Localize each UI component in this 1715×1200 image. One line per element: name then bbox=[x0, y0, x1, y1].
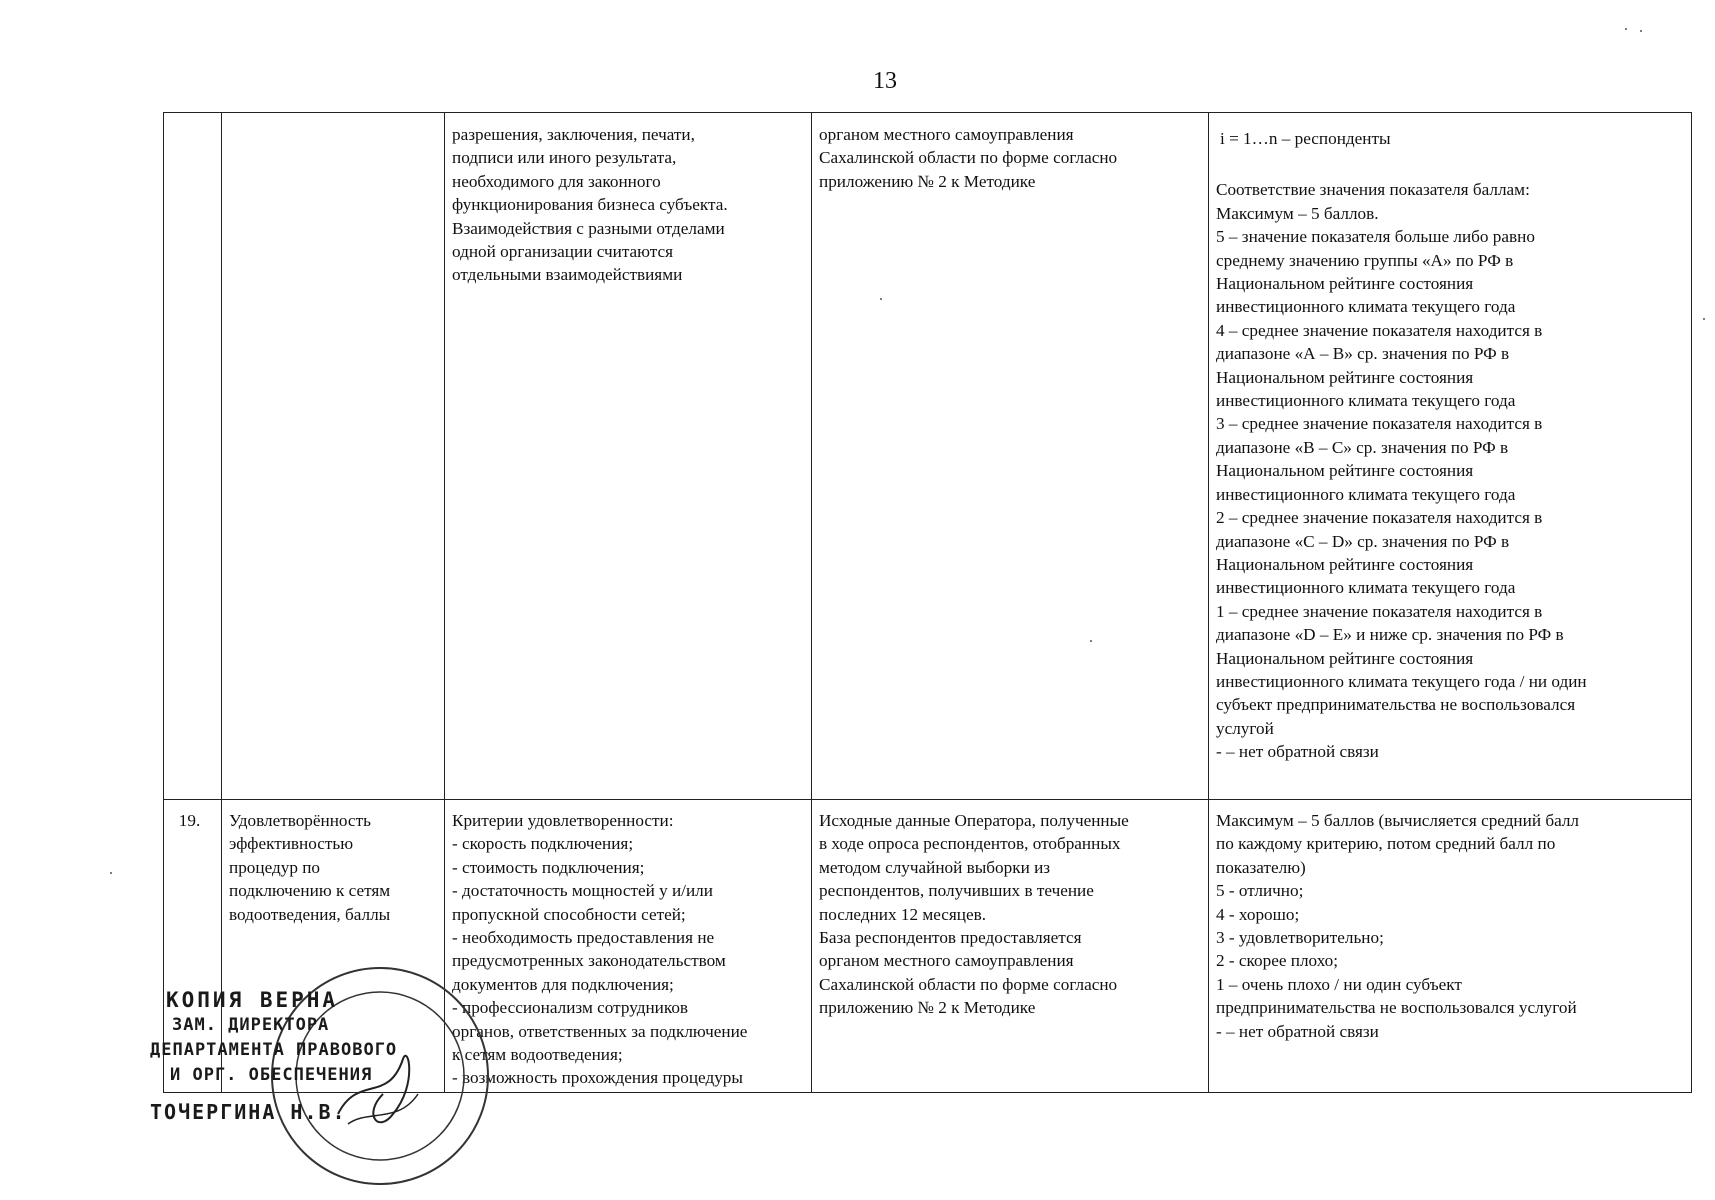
scan-speck bbox=[110, 872, 112, 874]
scoring-line: Национальном рейтинге состояния bbox=[1216, 648, 1474, 668]
source-line: Сахалинской области по форме согласно bbox=[819, 148, 1118, 168]
scan-speck bbox=[880, 298, 882, 300]
scoring-line: диапазоне «В – С» ср. значения по РФ в bbox=[1216, 437, 1509, 457]
source-line: последних 12 месяцев. bbox=[819, 904, 987, 924]
source-line: Исходные данные Оператора, полученные bbox=[819, 811, 1129, 830]
description-line: Взаимодействия с разными отделами bbox=[452, 218, 725, 238]
description-line: к сетям водоотведения; bbox=[452, 1045, 623, 1065]
description-line: пропускной способности сетей; bbox=[452, 904, 686, 924]
scoring-line: инвестиционного климата текущего года bbox=[1216, 391, 1516, 411]
source-cell bbox=[812, 800, 1209, 1093]
criteria-table bbox=[163, 112, 1692, 1093]
scoring-line: Максимум – 5 баллов (вычисляется средний балл bbox=[1216, 811, 1580, 830]
scoring-cell bbox=[1209, 113, 1692, 800]
scoring-line: диапазоне «D – E» и ниже ср. значения по РФ в bbox=[1216, 625, 1564, 645]
description-line: одной организации считаются bbox=[452, 242, 674, 262]
description-line: - профессионализм сотрудников bbox=[452, 998, 689, 1018]
indicator-line: подключению к сетям bbox=[229, 881, 391, 901]
description-line: - достаточность мощностей у и/или bbox=[452, 881, 713, 901]
scoring-line: - – нет обратной связи bbox=[1216, 742, 1379, 762]
description-line: подписи или иного результата, bbox=[452, 148, 677, 168]
scoring-line: показателю) bbox=[1216, 857, 1306, 877]
description-line: - скорость подключения; bbox=[452, 834, 634, 854]
scoring-line: инвестиционного климата текущего года bbox=[1216, 484, 1516, 504]
indicator-line: эффективностью bbox=[229, 834, 354, 854]
source-line: органом местного самоуправления bbox=[819, 951, 1074, 971]
source-line: Сахалинской области по форме согласно bbox=[819, 974, 1118, 994]
stamp-position: ЗАМ. ДИРЕКТОРА bbox=[172, 1015, 330, 1035]
source-cell bbox=[812, 113, 1209, 800]
indicator-line: процедур по bbox=[229, 857, 321, 877]
scoring-gap bbox=[1216, 150, 1685, 178]
scoring-head: i = 1…n – респонденты bbox=[1220, 129, 1391, 148]
scoring-line: 1 – очень плохо / ни один субъект bbox=[1216, 974, 1462, 994]
scoring-line: - – нет обратной связи bbox=[1216, 1021, 1379, 1041]
source-line: База респондентов предоставляется bbox=[819, 928, 1082, 948]
scoring-line: 4 – среднее значение показателя находится в bbox=[1216, 320, 1543, 340]
scoring-line: среднему значению группы «А» по РФ в bbox=[1216, 250, 1514, 270]
description-line: документов для подключения; bbox=[452, 974, 674, 994]
description-cell bbox=[445, 113, 812, 800]
stamp-signatory: ТОЧЕРГИНА Н.В. bbox=[150, 1100, 347, 1124]
scoring-line: Национальном рейтинге состояния bbox=[1216, 461, 1474, 481]
scoring-line: инвестиционного климата текущего года / ни один bbox=[1216, 671, 1587, 691]
source-line: респондентов, получивших в течение bbox=[819, 881, 1094, 901]
source-line: приложению № 2 к Методике bbox=[819, 171, 1036, 191]
scan-speck bbox=[1640, 30, 1642, 32]
scoring-line: 3 – среднее значение показателя находится в bbox=[1216, 414, 1543, 434]
source-line: органом местного самоуправления bbox=[819, 125, 1074, 144]
description-line: разрешения, заключения, печати, bbox=[452, 125, 695, 144]
scan-speck bbox=[1090, 640, 1092, 642]
scan-speck bbox=[1625, 28, 1627, 30]
scoring-line: Соответствие значения показателя баллам: bbox=[1216, 180, 1530, 200]
description-line: - необходимость предоставления не bbox=[452, 928, 715, 948]
description-line: отдельными взаимодействиями bbox=[452, 265, 683, 285]
description-line: необходимого для законного bbox=[452, 171, 661, 191]
scoring-line: 5 – значение показателя больше либо равно bbox=[1216, 227, 1535, 247]
stamp-department: ДЕПАРТАМЕНТА ПРАВОВОГО bbox=[150, 1040, 398, 1060]
row-number-cell bbox=[164, 113, 222, 800]
scoring-line: Национальном рейтинге состояния bbox=[1216, 554, 1474, 574]
scoring-line: предпринимательства не воспользовался услугой bbox=[1216, 998, 1577, 1018]
page-number: 13 bbox=[873, 68, 897, 94]
description-line: органов, ответственных за подключение bbox=[452, 1021, 748, 1041]
scoring-line: по каждому критерию, потом средний балл по bbox=[1216, 834, 1556, 854]
scoring-line: инвестиционного климата текущего года bbox=[1216, 297, 1516, 317]
scoring-line: 1 – среднее значение показателя находится в bbox=[1216, 601, 1543, 621]
description-line: - возможность прохождения процедуры bbox=[452, 1068, 743, 1088]
stamp-certified-copy: КОПИЯ ВЕРНА bbox=[166, 988, 339, 1012]
scoring-line: 3 - удовлетворительно; bbox=[1216, 928, 1384, 948]
scoring-line: 5 - отлично; bbox=[1216, 881, 1304, 901]
scoring-line: субъект предпринимательства не воспользовался bbox=[1216, 695, 1576, 715]
description-line: предусмотренных законодательством bbox=[452, 951, 726, 971]
source-line: в ходе опроса респондентов, отобранных bbox=[819, 834, 1121, 854]
description-line: Критерии удовлетворенности: bbox=[452, 811, 674, 830]
scoring-line: услугой bbox=[1216, 718, 1274, 738]
scoring-line: диапазоне «А – В» ср. значения по РФ в bbox=[1216, 344, 1510, 364]
scoring-line: Национальном рейтинге состояния bbox=[1216, 274, 1474, 294]
scan-speck bbox=[1703, 318, 1705, 320]
scoring-line: Национальном рейтинге состояния bbox=[1216, 367, 1474, 387]
source-line: методом случайной выборки из bbox=[819, 857, 1051, 877]
certification-stamp bbox=[150, 970, 510, 1200]
row-number: 19. bbox=[178, 811, 201, 830]
scoring-line: диапазоне «C – D» ср. значения по РФ в bbox=[1216, 531, 1510, 551]
indicator-line: водоотведения, баллы bbox=[229, 904, 391, 924]
scoring-line: 4 - хорошо; bbox=[1216, 904, 1300, 924]
table-row bbox=[164, 113, 1692, 800]
scoring-line: 2 - скорее плохо; bbox=[1216, 951, 1339, 971]
stamp-department-cont: И ОРГ. ОБЕСПЕЧЕНИЯ bbox=[170, 1065, 373, 1085]
source-line: приложению № 2 к Методике bbox=[819, 998, 1036, 1018]
description-line: функционирования бизнеса субъекта. bbox=[452, 195, 728, 215]
scoring-line: инвестиционного климата текущего года bbox=[1216, 578, 1516, 598]
indicator-line: Удовлетворённость bbox=[229, 811, 371, 830]
description-line: - стоимость подключения; bbox=[452, 857, 645, 877]
indicator-cell bbox=[222, 113, 445, 800]
scoring-line: Максимум – 5 баллов. bbox=[1216, 203, 1379, 223]
scoring-cell bbox=[1209, 800, 1692, 1093]
scoring-line: 2 – среднее значение показателя находится в bbox=[1216, 508, 1543, 528]
